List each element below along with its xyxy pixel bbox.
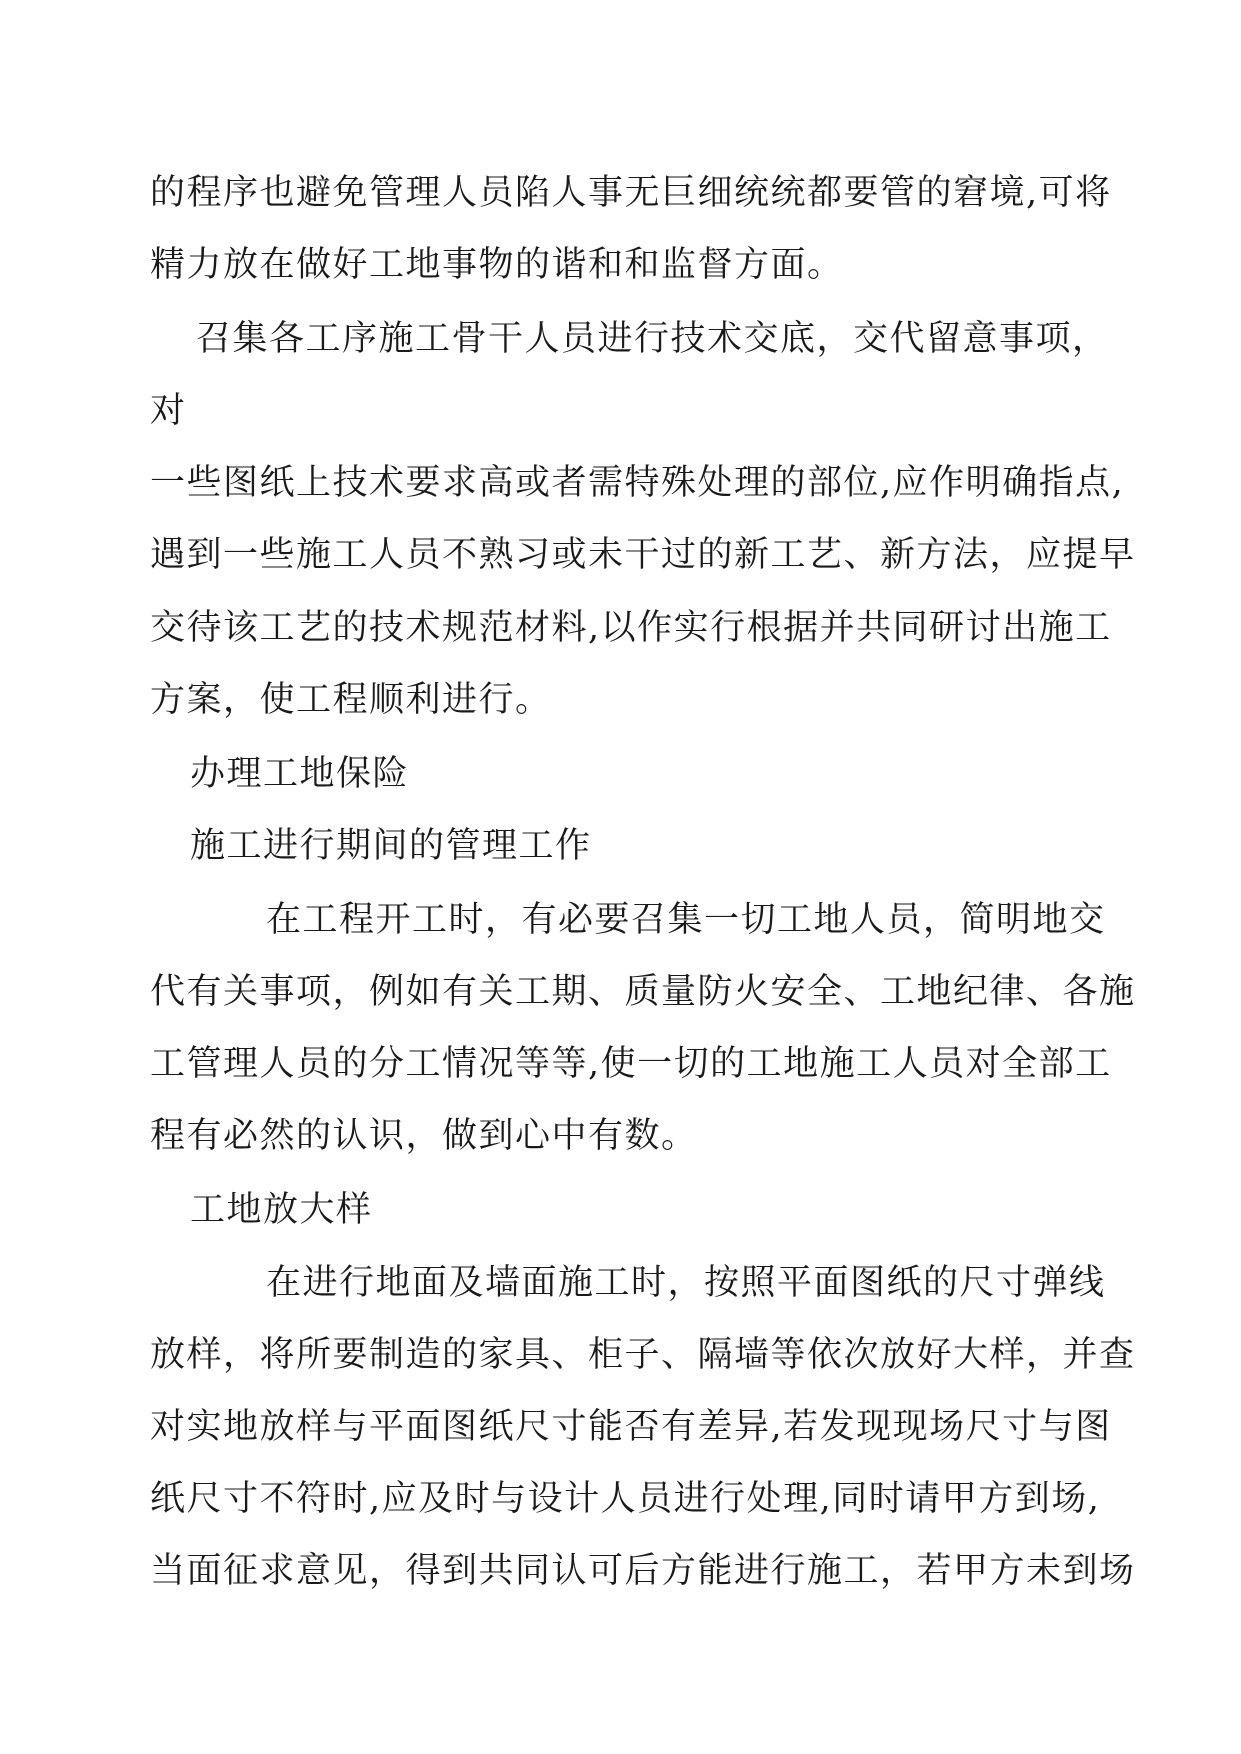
text-line: 对 <box>150 391 187 431</box>
text-line: 当面征求意见，得到共同认可后方能进行施工，若甲方未到场 <box>150 1551 1136 1591</box>
text-line: 放样，将所要制造的家具、柜子、隔墙等依次放好大样，并查 <box>150 1335 1136 1375</box>
text-line: 精力放在做好工地事物的谐和和监督方面。 <box>150 245 844 285</box>
text-line: 工管理人员的分工情况等等,使一切的工地施工人员对全部工 <box>150 1044 1112 1084</box>
section-heading: 工地放大样 <box>190 1190 373 1230</box>
text-line: 方案，使工程顺利进行。 <box>150 680 552 720</box>
text-line: 交待该工艺的技术规范材料,以作实行根据并共同研讨出施工 <box>150 608 1112 648</box>
text-line: 召集各工序施工骨干人员进行技术交底，交代留意事项， <box>196 319 1109 359</box>
text-line: 对实地放样与平面图纸尺寸能否有差异,若发现现场尺寸与图 <box>150 1407 1112 1447</box>
text-line: 纸尺寸不符时,应及时与设计人员进行处理,同时请甲方到场, <box>150 1479 1101 1519</box>
text-line: 一些图纸上技术要求高或者需特殊处理的部位,应作明确指点, <box>150 463 1125 503</box>
text-line: 在工程开工时，有必要召集一切工地人员，简明地交 <box>266 900 1106 940</box>
text-line: 在进行地面及墙面施工时，按照平面图纸的尺寸弹线 <box>266 1263 1106 1303</box>
text-line: 遇到一些施工人员不熟习或未干过的新工艺、新方法，应提早 <box>150 535 1136 575</box>
text-line: 程有必然的认识，做到心中有数。 <box>150 1116 698 1156</box>
section-heading: 办理工地保险 <box>190 754 410 794</box>
text-line: 的程序也避免管理人员陷人事无巨细统统都要管的窘境,可将 <box>150 173 1112 213</box>
text-line: 代有关事项，例如有关工期、质量防火安全、工地纪律、各施 <box>150 972 1136 1012</box>
section-heading: 施工进行期间的管理工作 <box>190 826 592 866</box>
